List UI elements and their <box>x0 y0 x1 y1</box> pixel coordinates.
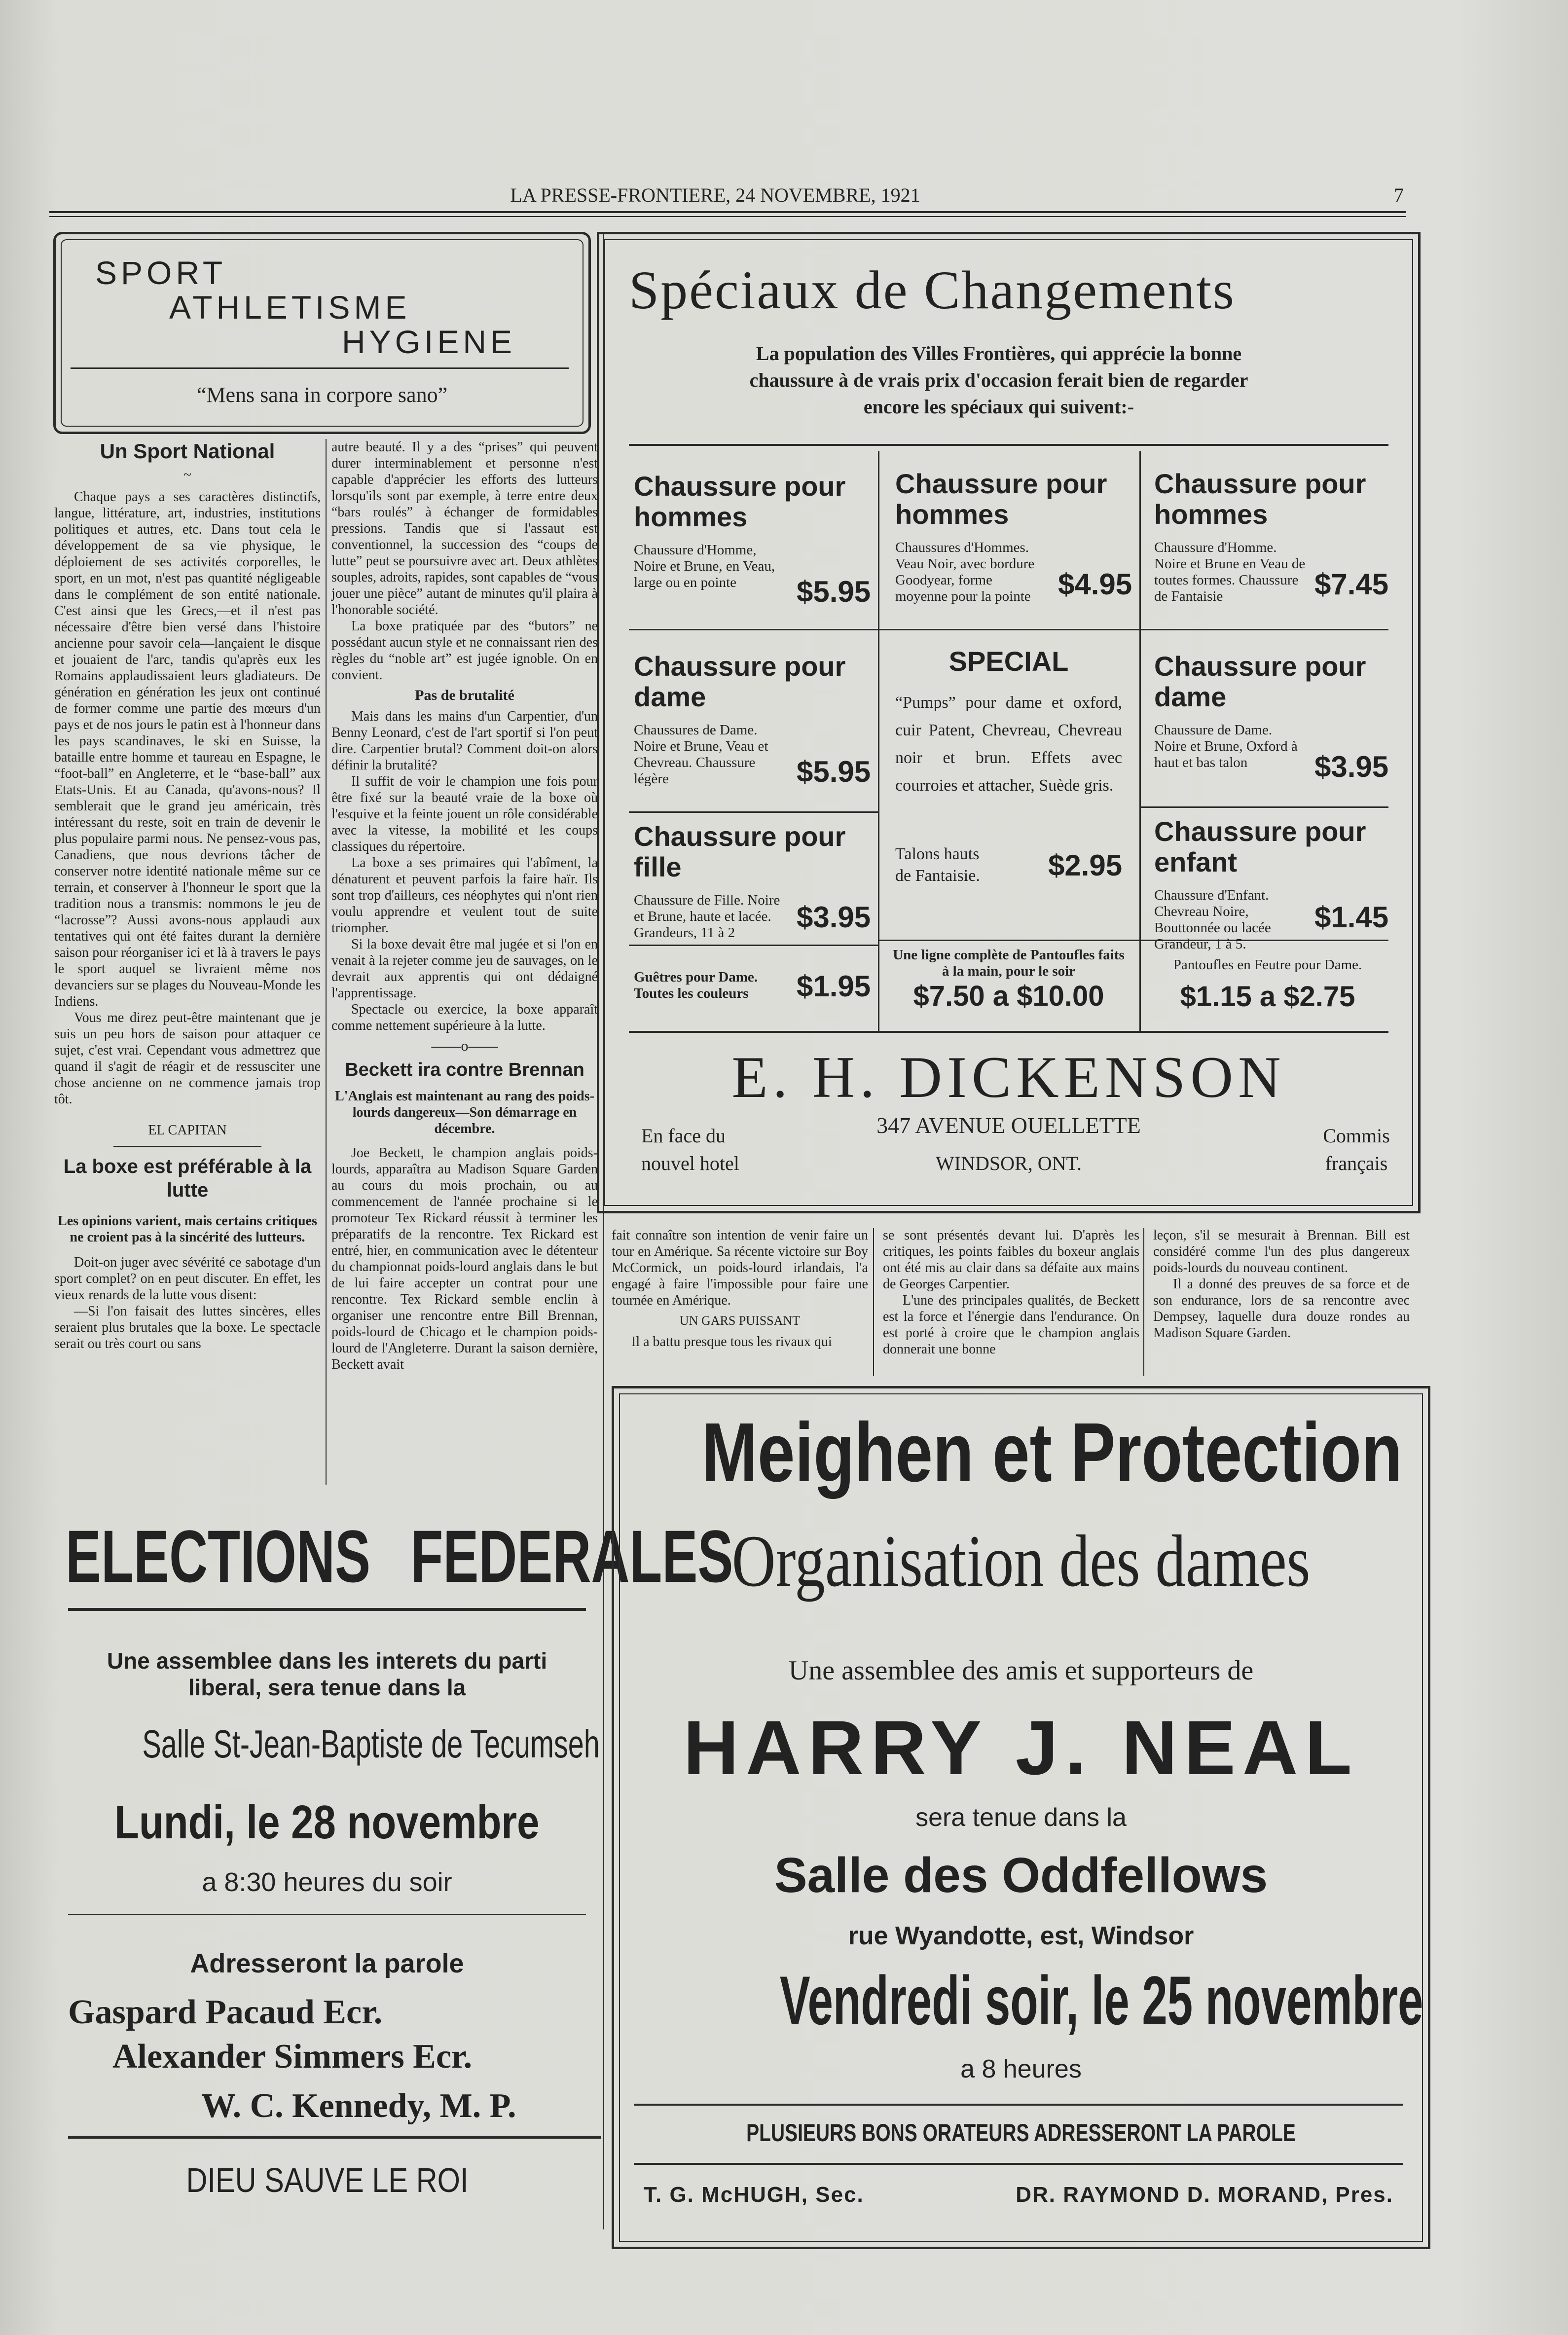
article-signature: EL CAPITAN <box>148 1122 227 1138</box>
article-deck: Les opinions varient, mais certains critiques ne croient pas à la sincérité des lutteurs. <box>58 1213 317 1245</box>
cell-heading: Chaussure pour hommes <box>1154 468 1366 530</box>
elections-speaker-3: W. C. Kennedy, M. P. <box>201 2087 516 2125</box>
store-name: E. H. DICKENSON <box>731 1044 1286 1110</box>
article-paragraph: Joe Beckett, le champion anglais poids-lourds, apparaîtra au Madison Square Garden au cours du mois prochain, ou au commencement de l'année prochaine si le promoteur Tex Rickard réussit à terminer les préparatifs de la rencontre. Tex Rickard est entré, hier, en communication avec le détenteur du championnat poids-lourd anglais dans le but de lui faire accepter un contrat pour une rencontre. Tex Rickard semble enclin à organiser une rencontre entre Bill Brennan, poids-lourd de Chicago et le champion poids-lourd de l'Angleterre. Durant la saison dernière, Beckett avait <box>331 1145 598 1372</box>
cell-heading: Chaussure pour enfant <box>1154 816 1366 877</box>
article-paragraph: La boxe a ses primaires qui l'abîment, la dénaturent et peuvent parfois la faire haïr. Ils sont trop d'ailleurs, ces néophytes qui n'ont rien voulu apprendre et veulent tout de suite triompher. <box>331 855 598 936</box>
article-paragraph: Doit-on juger avec sévérité ce sabotage d'un sport complet? on en peut discuter. En effet, les vieux renards de la lutte vous disent: <box>54 1255 321 1303</box>
article-paragraph: Il suffit de voir le champion une fois pour être fixé sur la beauté vraie de la boxe où l'esquive et la feinte jouent un rôle considérable avec la vitesse, la mobilité et les coups classiques du répertoire. <box>331 773 598 854</box>
cell-price: $7.50 a $10.00 <box>913 980 1104 1012</box>
article-paragraph: La boxe pratiquée par des “butors” ne possédant aucun style et ne connaissant rien des règles du “noble art” est jugée ignoble. On en convient. <box>331 619 598 683</box>
felt-slippers-cell <box>1147 957 1388 1013</box>
page-number: 7 <box>1394 184 1404 206</box>
cell-price: $5.95 <box>797 575 871 608</box>
meighen-line2: sera tenue dans la <box>915 1803 1127 1832</box>
cell-heading: Chaussure pour dame <box>634 651 846 712</box>
cell-description: Guêtres pour Dame. Toutes les couleurs <box>634 969 758 1001</box>
store-address-line1: 347 AVENUE OUELLETTE <box>876 1113 1141 1138</box>
shoe-cell-men-2 <box>895 469 1132 605</box>
article-paragraph: autre beauté. Il y a des “prises” qui peuvent durer interminablement et personne n'est capable d'apprécier les efforts des lutteurs lorsqu'ils sont par exemple, à terre entre deux “bars roulés” à échanger de formidables pressions. Tandis que si l'assaut est conventionnel, la succession des “coups de lutte” peut se poursuivre avec art. Deux athlètes souples, adroits, rapides, sont capables de “vous jouer une pièce” autant de minutes qu'il plaira à l'honorable société. <box>331 439 598 618</box>
elections-time: a 8:30 heures du soir <box>202 1867 452 1897</box>
elections-footer: DIEU SAUVE LE ROI <box>185 2161 469 2199</box>
slippers-cell <box>888 947 1130 1013</box>
elections-title-2: FEDERALES <box>410 1515 733 1598</box>
cell-description: Chaussure d'Homme, Noire et Brune, en Veau, large ou en pointe <box>634 542 775 590</box>
article-paragraph: Vous me direz peut-être maintenant que je suis un peu hors de saison pour attaquer ce sujet, c'est vrai. Cependant vous admettrez que quand il s'agit de réagir et de ressusciter une chose ancienne on ne commence jamais trop tôt. <box>54 1010 321 1107</box>
meighen-name: HARRY J. NEAL <box>683 1705 1359 1791</box>
special-cell <box>885 646 1132 885</box>
cell-price: $4.95 <box>1058 568 1132 601</box>
cell-price: $3.95 <box>797 901 871 934</box>
sport-motto: “Mens sana in corpore sano” <box>196 383 448 407</box>
ad-title: Spéciaux de Changements <box>629 260 1236 320</box>
article-paragraph: Si la boxe devait être mal jugée et si l'on en venait à la rejeter comme jeu de sauvages, on le devrait aux apprentis qui ont dédaigné l'apprentissage. <box>331 936 598 1001</box>
article-title: Beckett ira contre Brennan <box>345 1059 584 1080</box>
cell-heading: Chaussure pour hommes <box>634 471 846 532</box>
article-beckett-col3 <box>612 1227 868 1350</box>
cell-price: $3.95 <box>1314 750 1389 783</box>
cell-heading: Chaussure pour fille <box>634 821 846 882</box>
meighen-title-1: Meighen et Protection <box>701 1406 1403 1499</box>
cell-price: $2.95 <box>1048 849 1123 882</box>
cell-description: Chaussure d'Homme. Noire et Brune en Veau de toutes formes. Chaussure de Fantaisie <box>1154 540 1306 604</box>
cell-heading: SPECIAL <box>948 646 1069 677</box>
shoe-cell-girl <box>634 821 871 941</box>
article-title: La boxe est préférable à la lutte <box>63 1156 312 1201</box>
cell-description: “Pumps” pour dame et oxford, cuir Patent, Chevreau, Chevreau noir et brun. Effets avec courroies et attacher, Suède gris. <box>895 693 1122 795</box>
shoe-cell-women-1 <box>634 651 871 787</box>
cell-price: $1.45 <box>1314 901 1389 934</box>
sport-header-box <box>53 232 591 434</box>
ad-intro: La population des Villes Frontières, qui apprécie la bonne chaussure à de vrais prix d'occasion ferait bien de regarder encore les spéciaux qui suivent:- <box>749 342 1248 418</box>
article-beckett-col5 <box>1153 1227 1410 1341</box>
article-paragraph: —Si l'on faisait des luttes sincères, elles seraient plus brutales que la boxe. Le spectacle serait ou très court ou sans <box>54 1304 321 1351</box>
sport-title-line1: SPORT <box>95 255 227 291</box>
article-title: Un Sport National <box>100 439 275 463</box>
article-subhead: UN GARS PUISSANT <box>679 1313 801 1328</box>
article-paragraph: Il a battu presque tous les rivaux qui <box>631 1334 832 1350</box>
shoe-cell-women-2 <box>1154 651 1389 783</box>
shoe-cell-men-3 <box>1154 468 1389 605</box>
cell-description: Talons hauts de Fantaisie. <box>895 845 980 885</box>
meighen-president: DR. RAYMOND D. MORAND, Pres. <box>1016 2183 1393 2207</box>
store-left-note: En face du nouvel hotel <box>641 1125 739 1174</box>
meighen-orators: PLUSIEURS BONS ORATEURS ADRESSERONT LA PAROLE <box>746 2119 1296 2147</box>
meighen-date: Vendredi soir, le 25 novembre <box>779 1962 1423 2039</box>
shoe-cell-child <box>1154 816 1389 952</box>
article-sport-national: Un Sport National ~ Chaque pays a ses caractères distinctifs, langue, littérature, art, industries, institutions politiques et autres, etc. Dans tout cela le développement de sa vie physique, le déploiement de ses activités corporelles, le sport, en un mot, n'est pas quantité négligeable dans le complément de son entité nationale. C'est ainsi que les Grecs,—et il n'est pas nécessaire d'être bien versé dans l'histoire ancienne pour savoir cela—lançaient le disque et jouaient de l'arc, tandis qu'après eux les Romains applaudissaient leurs gladiateurs. De génération en génération les jeux ont continué de former comme une partie des mœurs d'un pays et de nos jours le patin est à l'honneur dans les pays scandinaves, le ski en Suisse, la bataille entre homme et taureau en Espagne, le “foot-ball” en Angleterre, et le “base-ball” aux Etats-Unis. Et au Canada, qu'avons-nous? Il semblerait que le grand jeu américain, très intéressant du reste, soit en train de devenir le plus populaire parmi nous. Ne pensez-vous pas, Canadiens, que nous devrions tâcher de conserver notre identité nationale même sur ce terrain, et conserver à l'honneur le sport que la tradition nous a transmis: nommons le jeu de “lacrosse”? Aussi avons-nous applaudi aux tentatives qui ont été faites durant la dernière saison pour réorganiser ici et là à travers le pays le sport auquel se livraient même nos devanciers sur se plages du Nouveau-Monde les Indiens. Vous me direz peut-être maintenant que je suis un peu hors de saison pour attaquer ce sujet, c'est vrai. Cependant vous admettrez que quand il s'agit de réagir et de ressusciter une chose ancienne on ne commence jamais trop tôt. EL CAPITAN La boxe est préférable à la lutte Les opinions varient, mais certains critiques ne croient pas à la sincérité des lutteurs. Doit-on juger avec sévérité ce sabotage d'un sport complet? on en peut discuter. En effet, les vieux renards de la lutte vous disent: —Si l'on faisait des luttes sincères, elles seraient plus brutales que la boxe. Le spectacle serait ou très court ou sans <box>54 439 321 1351</box>
meighen-title-2: Organisation des dames <box>731 1520 1311 1602</box>
meighen-line1: Une assemblee des amis et supporteurs de <box>788 1655 1254 1686</box>
cell-description: Chaussure de Fille. Noire et Brune, haute et lacée. Grandeurs, 11 à 2 <box>634 892 780 941</box>
cell-price: $7.45 <box>1314 568 1389 601</box>
sport-title-line2: ATHLETISME <box>169 289 411 326</box>
elections-title-1: ELECTIONS <box>66 1515 371 1598</box>
dickenson-ad <box>597 232 1421 1213</box>
gaiters-cell <box>634 959 871 1002</box>
meighen-venue: Salle des Oddfellows <box>774 1848 1268 1903</box>
cell-description: Chaussures d'Hommes. Veau Noir, avec bordure Goodyear, forme moyenne pour la pointe <box>895 540 1035 604</box>
column-rule <box>326 439 327 1485</box>
article-paragraph: fait connaître son intention de venir faire un tour en Amérique. Sa récente victoire sur Boy McCormick, un poids-lourd irlandais, l'a engagé à faire l'impossible pour faire une tournée en Amérique. <box>612 1228 868 1308</box>
article-paragraph: Mais dans les mains d'un Carpentier, d'un Benny Leonard, c'est de l'art sportif si l'on peut dire. Carpentier brutal? Comment doit-on alors définir la brutalité? <box>331 708 598 773</box>
cell-price: $1.95 <box>797 970 871 1003</box>
store-right-note: Commis français <box>1323 1125 1390 1174</box>
article-paragraph: leçon, s'il se mesurait à Brennan. Bill est considéré comme l'un des plus dangereux poids-lourds du nouveau continent. <box>1153 1228 1410 1276</box>
elections-date: Lundi, le 28 novembre <box>114 1796 540 1849</box>
article-boxe-suite: autre beauté. Il y a des “prises” qui peuvent durer interminablement et personne n'est capable d'apprécier les efforts des lutteurs lorsqu'ils sont par exemple, à terre entre deux “bars roulés” à échanger de formidables pressions. Tandis que si l'assaut est conventionnel, la succession des “coups de lutte” peut se poursuivre avec art. Deux athlètes souples, adroits, rapides, sont capables de “vous jouer une pièce” autant de minutes qu'il plaira à l'honorable société. La boxe pratiquée par des “butors” ne possédant aucun style et ne connaissant rien des règles du “noble art” est jugée ignoble. On en convient. Pas de brutalité Mais dans les mains d'un Carpentier, d'un Benny Leonard, c'est de l'art sportif si l'on peut dire. Carpentier brutal? Comment doit-on alors définir la brutalité? Il suffit de voir le champion une fois pour être fixé sur la beauté vraie de la boxe où l'esquive et la feinte jouent un rôle considérable avec la vitesse, la mobilité et les coups classiques du répertoire. La boxe a ses primaires qui l'abîment, la dénaturent et peuvent parfois la faire haïr. Ils sont trop d'ailleurs, ces néophytes qui n'ont rien voulu apprendre et veulent tout de suite triompher. Si la boxe devait être mal jugée et si l'on en venait à la rejeter comme jeu de sauvages, on le devrait aux apprentis qui ont dédaigné l'apprentissage. Spectacle ou exercice, la boxe apparaît comme nettement supérieure à la lutte. ——o—— Beckett ira contre Brennan L'Anglais est maintenant au rang des poids-lourds dangereux—Son démarrage en décembre. Joe Beckett, le champion anglais poids-lourds, apparaîtra au Madison Square Garden au cours du mois prochain, ou au commencement de l'année prochaine si le promoteur Tex Rickard réussit à terminer les préparatifs de la rencontre. Tex Rickard est entré, hier, en communication avec le détenteur du championnat poids-lourd anglais dans le but de lui faire accepter un contrat pour une rencontre. Tex Rickard semble enclin à organiser une rencontre entre Bill Brennan, poids-lourd de Chicago et le champion poids-lourd de l'Angleterre. Durant la saison dernière, Beckett avait <box>331 439 598 1372</box>
article-subhead: Pas de brutalité <box>415 687 514 703</box>
meighen-secretary: T. G. McHUGH, Sec. <box>644 2183 864 2207</box>
article-paragraph: se sont présentés devant lui. D'après les critiques, les points faibles du boxeur anglais ont été mis au clair dans sa défaite aux mains de Georges Carpentier. <box>883 1228 1139 1292</box>
masthead-rule <box>49 211 1406 213</box>
elections-ad <box>53 1499 733 2220</box>
store-address-line2: WINDSOR, ONT. <box>936 1152 1082 1174</box>
cell-description: Chaussure de Dame. Noire et Brune, Oxford à haut et bas talon <box>1154 722 1298 770</box>
article-paragraph: Spectacle ou exercice, la boxe apparaît comme nettement supérieure à la lutte. <box>331 1001 598 1033</box>
elections-venue: Salle St-Jean-Baptiste de Tecumseh <box>142 1722 600 1766</box>
article-paragraph: Il a donné des preuves de sa force et de son endurance, lors de sa rencontre avec Dempsey, laquelle dura douze rondes au Madison Square Garden. <box>1153 1277 1410 1341</box>
article-paragraph: Chaque pays a ses caractères distinctifs, langue, littérature, art, industries, institutions politiques et autres, etc. Dans tout cela le développement de sa vie physique, le déploiement de ses activités corporelles, le sport, en un mot, n'est pas quantité négligeable dans le complément de son entité nationale. C'est ainsi que les Grecs,—et il n'est pas nécessaire d'être bien versé dans l'histoire ancienne pour savoir cela—lançaient le disque et jouaient de l'arc, tandis qu'après eux les Romains applaudissaient leurs gladiateurs. De génération en génération les jeux ont continué de former comme une partie des mœurs d'un pays et de nos jours le patin est à l'honneur dans les pays scandinaves, le ski en Suisse, la bataille entre homme et taureau en Espagne, le “foot-ball” en Angleterre, et le “base-ball” aux Etats-Unis. Et au Canada, qu'avons-nous? Il semblerait que le grand jeu américain, très intéressant du reste, soit en train de devenir le plus populaire parmi nous. Ne pensez-vous pas, Canadiens, que nous devrions tâcher de conserver notre identité nationale même sur ce terrain, et conserver à l'honneur le sport que la tradition nous a transmis: nommons le jeu de “lacrosse”? Aussi avons-nous applaudi aux tentatives qui ont été faites durant la dernière saison pour réorganiser ici et là à travers le pays le sport auquel se livraient même nos devanciers sur se plages du Nouveau-Monde les Indiens. <box>54 489 321 1009</box>
masthead-rule-thin <box>49 216 1406 217</box>
cell-heading: Chaussure pour dame <box>1154 651 1366 712</box>
cell-description: Une ligne complète de Pantoufles faits à la main, pour le soir <box>893 947 1125 979</box>
cell-price: $1.15 a $2.75 <box>1180 981 1355 1013</box>
elections-speakers-head: Adresseront la parole <box>190 1949 464 1978</box>
elections-speaker-1: Gaspard Pacaud Ecr. <box>68 1993 383 2031</box>
meighen-ad <box>612 1386 1430 2249</box>
elections-speaker-2: Alexander Simmers Ecr. <box>112 2038 473 2076</box>
cell-description: Chaussure d'Enfant. Chevreau Noire, Bouttonnée ou lacée Grandeur, 1 à 5. <box>1154 887 1271 952</box>
cell-price: $5.95 <box>797 755 871 788</box>
cell-description: Chaussures de Dame. Noire et Brune, Veau et Chevreau. Chaussure légère <box>634 722 768 787</box>
elections-line1: Une assemblee dans les interets du parti liberal, sera tenue dans la <box>107 1648 547 1700</box>
article-beckett-col4 <box>883 1227 1139 1357</box>
cell-description: Pantoufles en Feutre pour Dame. <box>1173 957 1362 973</box>
shoe-cell-men-1 <box>634 471 871 608</box>
sport-title-line3: HYGIENE <box>342 324 516 360</box>
cell-heading: Chaussure pour hommes <box>895 468 1107 530</box>
article-paragraph: L'une des principales qualités, de Beckett est la force et l'énergie dans l'endurance. On est porté à croire que le champion anglais donnerait une bonne <box>883 1293 1139 1357</box>
meighen-time: a 8 heures <box>960 2055 1082 2083</box>
article-deck: L'Anglais est maintenant au rang des poids-lourds dangereux—Son démarrage en décembre. <box>335 1089 594 1136</box>
meighen-street: rue Wyandotte, est, Windsor <box>848 1922 1194 1950</box>
masthead-title: LA PRESSE-FRONTIERE, 24 NOVEMBRE, 1921 <box>510 184 920 206</box>
